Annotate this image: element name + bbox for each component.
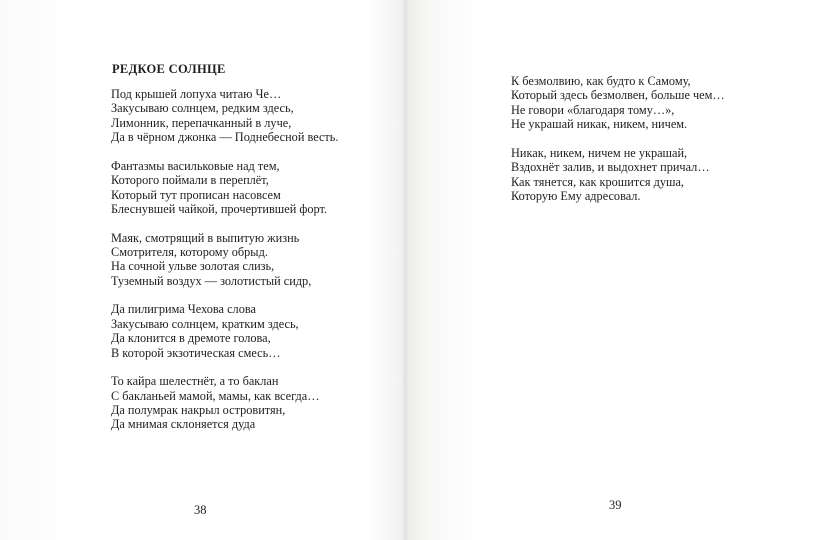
poem-line: Под крышей лопуха читаю Че… (111, 87, 282, 101)
poem-line: К безмолвию, как будто к Самому, (511, 74, 691, 88)
page-number-right: 39 (609, 498, 622, 512)
poem-line: На сочной ульве золотая слизь, (111, 259, 275, 274)
poem-line: Которого поймали в переплёт, (111, 173, 269, 188)
stanza (111, 302, 339, 360)
poem-line: С бакланьей мамой, мамы, как всегда… (111, 388, 320, 403)
stanza (111, 159, 339, 217)
poem-line: Смотрителя, которому обрыд. (111, 245, 268, 260)
poem-line: Не украшай никак, никем, ничем. (511, 117, 688, 132)
stanza (111, 87, 339, 145)
poem-line: Которую Ему адресовал. (511, 189, 641, 204)
poem-line: Да полумрак накрыл островитян, (111, 403, 286, 418)
poem-line: Да в чёрном джонка — Поднебесной весть. (111, 130, 339, 145)
poem-line: Маяк, смотрящий в выпитую жизнь (111, 230, 300, 245)
poem-body-left (111, 87, 339, 446)
stanza (111, 374, 339, 432)
poem-line: Блеснувшей чайкой, прочертившей форт. (111, 202, 327, 217)
stanza (511, 74, 725, 132)
poem-line: Да пилигрима Чехова слова (111, 302, 256, 317)
poem-line: Лимонник, перепачканный в луче, (111, 115, 292, 130)
poem-line: Никак, никем, ничем не украшай, (511, 145, 688, 160)
poem-line: Вздохнёт залив, и выдохнет причал… (511, 160, 710, 175)
poem-line: Не говори «благодаря тому…», (511, 102, 675, 117)
poem-line: Фантазмы васильковые над тем, (111, 158, 280, 173)
stanza (111, 231, 339, 289)
poem-line: Да клонится в дремоте голова, (111, 331, 271, 346)
poem-line: Туземный воздух — золотистый сидр, (111, 273, 312, 288)
poem-line: Который здесь безмолвен, больше чем… (511, 88, 725, 103)
page-number-left: 38 (194, 503, 207, 517)
poem-body-right (511, 74, 725, 218)
poem-line: Закусываю солнцем, кратким здесь, (111, 316, 299, 331)
book-gutter (401, 0, 409, 540)
poem-line: Закусываю солнцем, редким здесь, (111, 101, 294, 116)
poem-title: РЕДКОЕ СОЛНЦЕ (112, 62, 226, 76)
poem-line: Да мнимая склоняется дуда (111, 417, 256, 432)
poem-line: В которой экзотическая смесь… (111, 345, 281, 360)
left-page (0, 0, 405, 540)
poem-line: То кайра шелестнёт, а то баклан (111, 374, 279, 389)
poem-line: Который тут прописан насовсем (111, 187, 281, 202)
poem-line: Как тянется, как крошится душа, (511, 174, 684, 189)
stanza (511, 146, 725, 204)
